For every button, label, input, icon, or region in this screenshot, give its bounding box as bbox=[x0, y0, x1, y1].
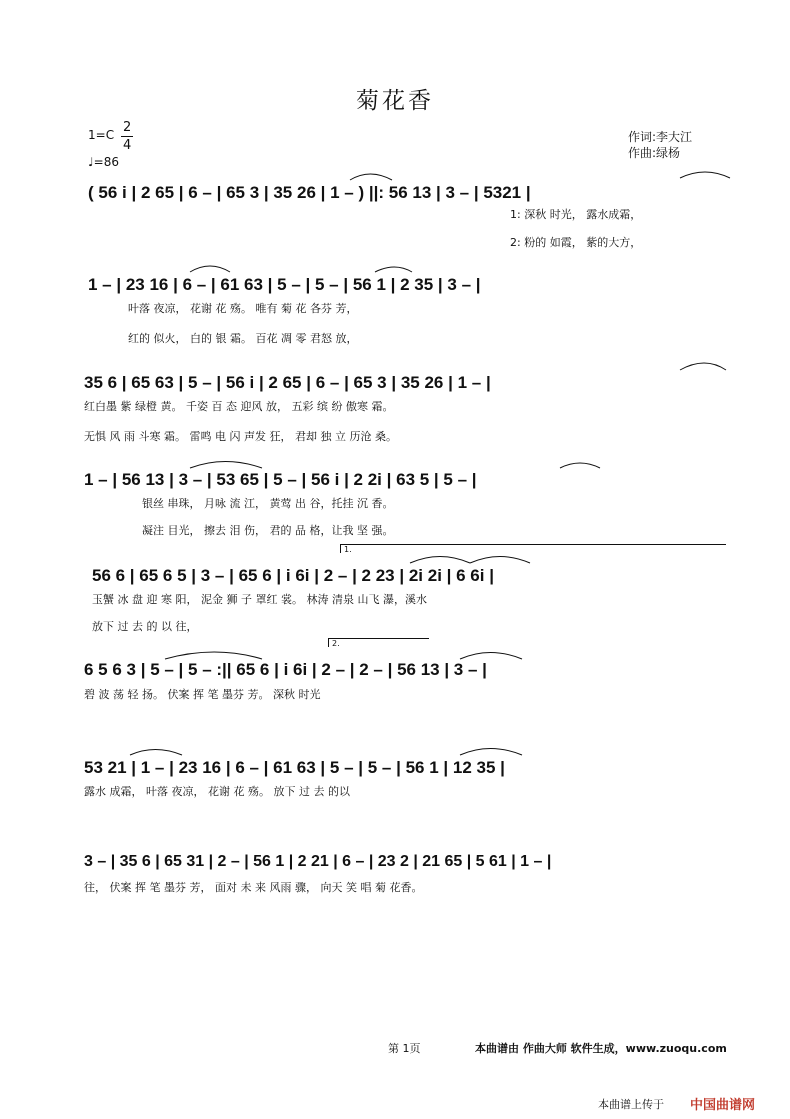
site-logo: 中国曲谱网 bbox=[690, 1098, 756, 1113]
lyrics-system-5-verse-1: 玉蟹 冰 盘 迎 寒 阳， 泥金 狮 子 罩红 裳。 林涛 清泉 山飞 瀑，溪水 bbox=[92, 593, 427, 606]
notation-system-8: 3 – | 35 6 | 65 31 | 2 – | 56 1 | 2 21 | 6 – | 23 2 | 21 65 | 5 61 | 1 – | bbox=[84, 853, 552, 870]
volta-1-label: 1. bbox=[344, 545, 352, 554]
notation-system-5: 56 6 | 65 6 5 | 3 – | 65 6 | i 6i | 2 – | 2 23 | 2i 2i | 6 6i | bbox=[92, 566, 494, 585]
lyrics-system-2-verse-2: 红的 似火， 白的 银 霜。 百花 凋 零 君怒 放， bbox=[128, 332, 358, 345]
notation-system-1: ( 56 i | 2 65 | 6 – | 65 3 | 35 26 | 1 – ) ||: 56 13 | 3 – | 5321 | bbox=[88, 183, 531, 202]
page-title: 菊花香 bbox=[356, 88, 434, 114]
notation-system-7: 53 21 | 1 – | 23 16 | 6 – | 61 63 | 5 – | 5 – | 56 1 | 12 35 | bbox=[84, 758, 505, 777]
lyrics-system-1-verse-2: 2: 粉的 如霞， 紫的大方， bbox=[510, 236, 642, 249]
lyricist: 作词:李大江 bbox=[628, 130, 693, 144]
lyrics-system-4-verse-2: 凝注 目光， 擦去 泪 伤， 君的 品 格，让我 坚 强。 bbox=[142, 524, 394, 537]
lyrics-system-5-verse-2: 放下 过 去 的 以 往， bbox=[92, 620, 198, 633]
notation-system-2: 1 – | 23 16 | 6 – | 61 63 | 5 – | 5 – | 56 1 | 2 35 | 3 – | bbox=[88, 275, 481, 294]
time-signature-top: 2 bbox=[123, 120, 132, 135]
notation-system-3: 35 6 | 65 63 | 5 – | 56 i | 2 65 | 6 – | 65 3 | 35 26 | 1 – | bbox=[84, 373, 491, 392]
lyrics-system-2-verse-1: 叶落 夜凉， 花谢 花 殇。 唯有 菊 花 各芬 芳， bbox=[128, 302, 358, 315]
time-signature-bottom: 4 bbox=[123, 138, 132, 153]
lyrics-system-6-verse-1: 碧 波 荡 轻 扬。 伏案 挥 笔 墨芬 芳。 深秋 时光 bbox=[84, 688, 321, 701]
key-signature: 1=C bbox=[88, 128, 115, 142]
footer-upload: 本曲谱上传于 bbox=[598, 1098, 664, 1111]
lyrics-system-4-verse-1: 银丝 串珠， 月咏 流 江， 黄莺 出 谷，托挂 沉 香。 bbox=[142, 497, 394, 510]
volta-2-label: 2. bbox=[332, 639, 340, 648]
tempo-marking: ♩=86 bbox=[88, 155, 119, 169]
notation-system-4: 1 – | 56 13 | 3 – | 53 65 | 5 – | 56 i | 2 2i | 63 5 | 5 – | bbox=[84, 470, 477, 489]
footer-page-number: 第 1页 bbox=[388, 1042, 421, 1055]
footer-credit: 本曲谱由 作曲大师 软件生成，www.zuoqu.com bbox=[475, 1042, 727, 1055]
notation-system-6: 6 5 6 3 | 5 – | 5 – :|| 65 6 | i 6i | 2 – | 2 – | 56 13 | 3 – | bbox=[84, 660, 487, 679]
lyrics-system-3-verse-2: 无惧 风 雨 斗寒 霜。 雷鸣 电 闪 声发 狂， 君却 独 立 历沧 桑。 bbox=[84, 430, 397, 443]
lyrics-system-8-verse-1: 往， 伏案 挥 笔 墨芬 芳， 面对 未 来 风雨 骤， 向天 笑 唱 菊 花香。 bbox=[84, 881, 423, 894]
composer: 作曲:绿杨 bbox=[628, 146, 681, 160]
lyrics-system-3-verse-1: 红白墨 紫 绿橙 黄。 千姿 百 态 迎风 放， 五彩 缤 纷 傲寒 霜。 bbox=[84, 400, 394, 413]
lyrics-system-1-verse-1: 1: 深秋 时光， 露水成霜， bbox=[510, 208, 642, 221]
lyrics-system-7-verse-1: 露水 成霜， 叶落 夜凉， 花谢 花 殇。 放下 过 去 的以 bbox=[84, 785, 350, 798]
